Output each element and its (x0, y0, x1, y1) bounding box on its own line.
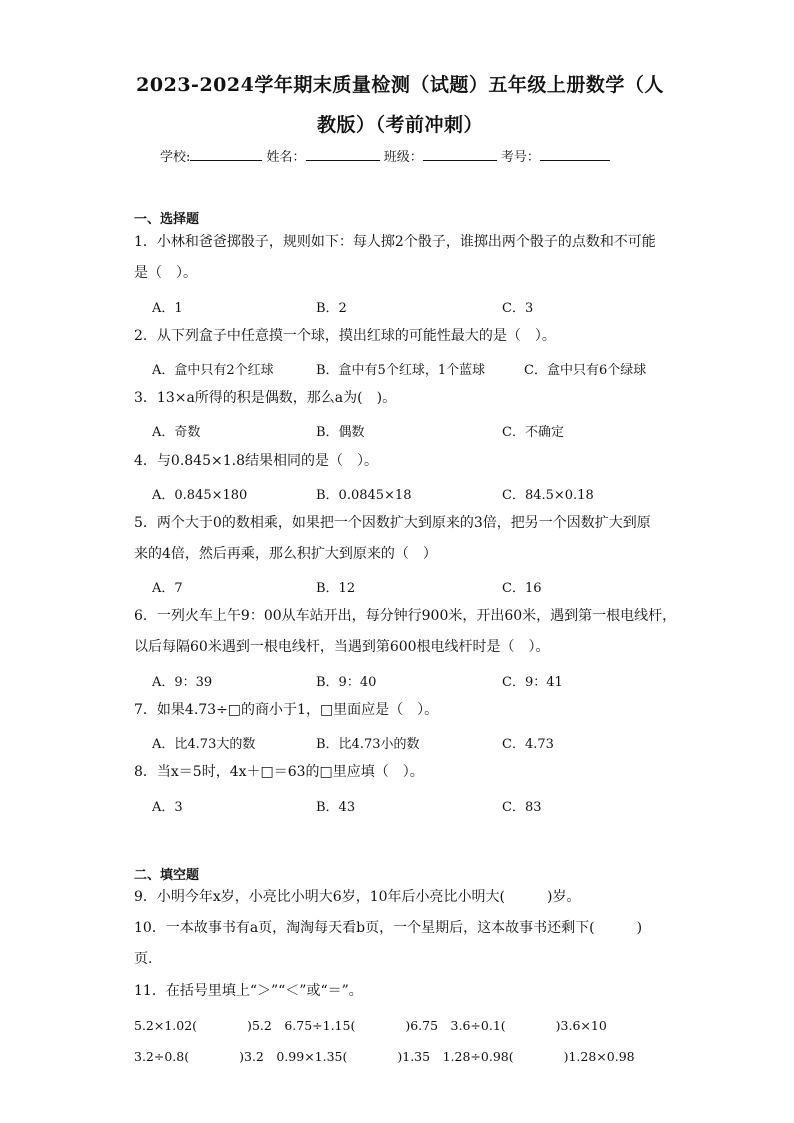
page-title-line2: 教版）（考前冲刺） (316, 114, 483, 136)
question-11-row1: 5.2×1.02( )5.2 6.75÷1.15( )6.75 3.6÷0.1( )3.6×10 (134, 1018, 607, 1033)
class-label: 班级： (383, 150, 423, 165)
option-c: C．4.73 (502, 737, 554, 752)
question-10-line1: 10．一本故事书有a页，淘淘每天看b页，一个星期后，这本故事书还剩下( ) (134, 920, 643, 936)
student-info-row (160, 146, 640, 165)
number-label: 考号： (500, 150, 540, 165)
option-b: B．0.0845×18 (316, 488, 412, 503)
question-5-line2: 来的4倍，然后再乘，那么积扩大到原来的（ ） (134, 546, 437, 562)
option-a: A．比4.73大的数 (152, 737, 256, 752)
question-5-line1: 5．两个大于0的数相乘，如果把一个因数扩大到原来的3倍，把另一个因数扩大到原 (134, 515, 651, 531)
question-6-line2: 以后每隔60米遇到一根电线杆，当遇到第600根电线杆时是（ ）。 (134, 639, 550, 655)
class-blank[interactable] (423, 148, 497, 161)
option-c: C．83 (502, 800, 542, 815)
number-blank[interactable] (540, 148, 610, 161)
option-c: C．16 (502, 581, 542, 596)
question-1-line2: 是（ ）。 (134, 265, 197, 281)
option-b: B．偶数 (316, 425, 365, 440)
school-label: 学校: (160, 150, 191, 165)
name-label: 姓名： (266, 150, 306, 165)
question-7-line1: 7．如果4.73÷□的商小于1，□里面应是（ ）。 (134, 702, 439, 718)
question-11-row2: 3.2÷0.8( )3.2 0.99×1.35( )1.35 1.28÷0.98( )1.28×0.98 (134, 1049, 635, 1064)
option-b: B．43 (316, 800, 356, 815)
option-c: C．3 (502, 301, 534, 316)
name-blank[interactable] (306, 148, 380, 161)
option-a: A．0.845×180 (152, 488, 248, 503)
option-a: A．奇数 (152, 425, 201, 440)
section-fill-heading: 二、填空题 (134, 868, 200, 883)
question-6-line1: 6．一列火车上午9：00从车站开出，每分钟行900米，开出60米，遇到第一根电线杆， (134, 608, 677, 624)
option-c: C．9：41 (502, 675, 563, 690)
option-b: B．盒中有5个红球，1个蓝球 (316, 363, 486, 378)
page-title-line1: 2023-2024学年期末质量检测（试题）五年级上册数学（人 (136, 74, 664, 96)
option-a: A．7 (152, 581, 183, 596)
question-3-line1: 3．13×a所得的积是偶数，那么a为( )。 (134, 390, 397, 406)
option-b: B．12 (316, 581, 356, 596)
option-c: C．84.5×0.18 (502, 488, 594, 503)
option-a: A．9：39 (152, 675, 213, 690)
question-8-line1: 8．当x＝5时，4x＋□＝63的□里应填（ ）。 (134, 764, 424, 780)
school-blank[interactable] (190, 148, 262, 161)
option-a: A．1 (152, 301, 183, 316)
question-4-line1: 4．与0.845×1.8结果相同的是（ ）。 (134, 453, 378, 469)
option-a: A．3 (152, 800, 183, 815)
option-b: B．9：40 (316, 675, 377, 690)
question-2-line1: 2．从下列盒子中任意摸一个球，摸出红球的可能性最大的是（ ）。 (134, 328, 556, 344)
option-b: B．2 (316, 301, 347, 316)
question-10-line2: 页. (134, 951, 153, 967)
question-1-line1: 1．小林和爸爸掷骰子，规则如下：每人掷2个骰子，谁掷出两个骰子的点数和不可能 (134, 234, 656, 250)
option-c: C．盒中只有6个绿球 (524, 363, 647, 378)
question-9-line1: 9．小明今年x岁，小亮比小明大6岁，10年后小亮比小明大( )岁。 (134, 889, 581, 905)
option-c: C．不确定 (502, 425, 564, 440)
option-b: B．比4.73小的数 (316, 737, 420, 752)
section-choice-heading: 一、选择题 (134, 212, 200, 227)
question-11-line1: 11．在括号里填上“＞”“＜”或“＝”。 (134, 983, 363, 999)
option-a: A．盒中只有2个红球 (152, 363, 274, 378)
